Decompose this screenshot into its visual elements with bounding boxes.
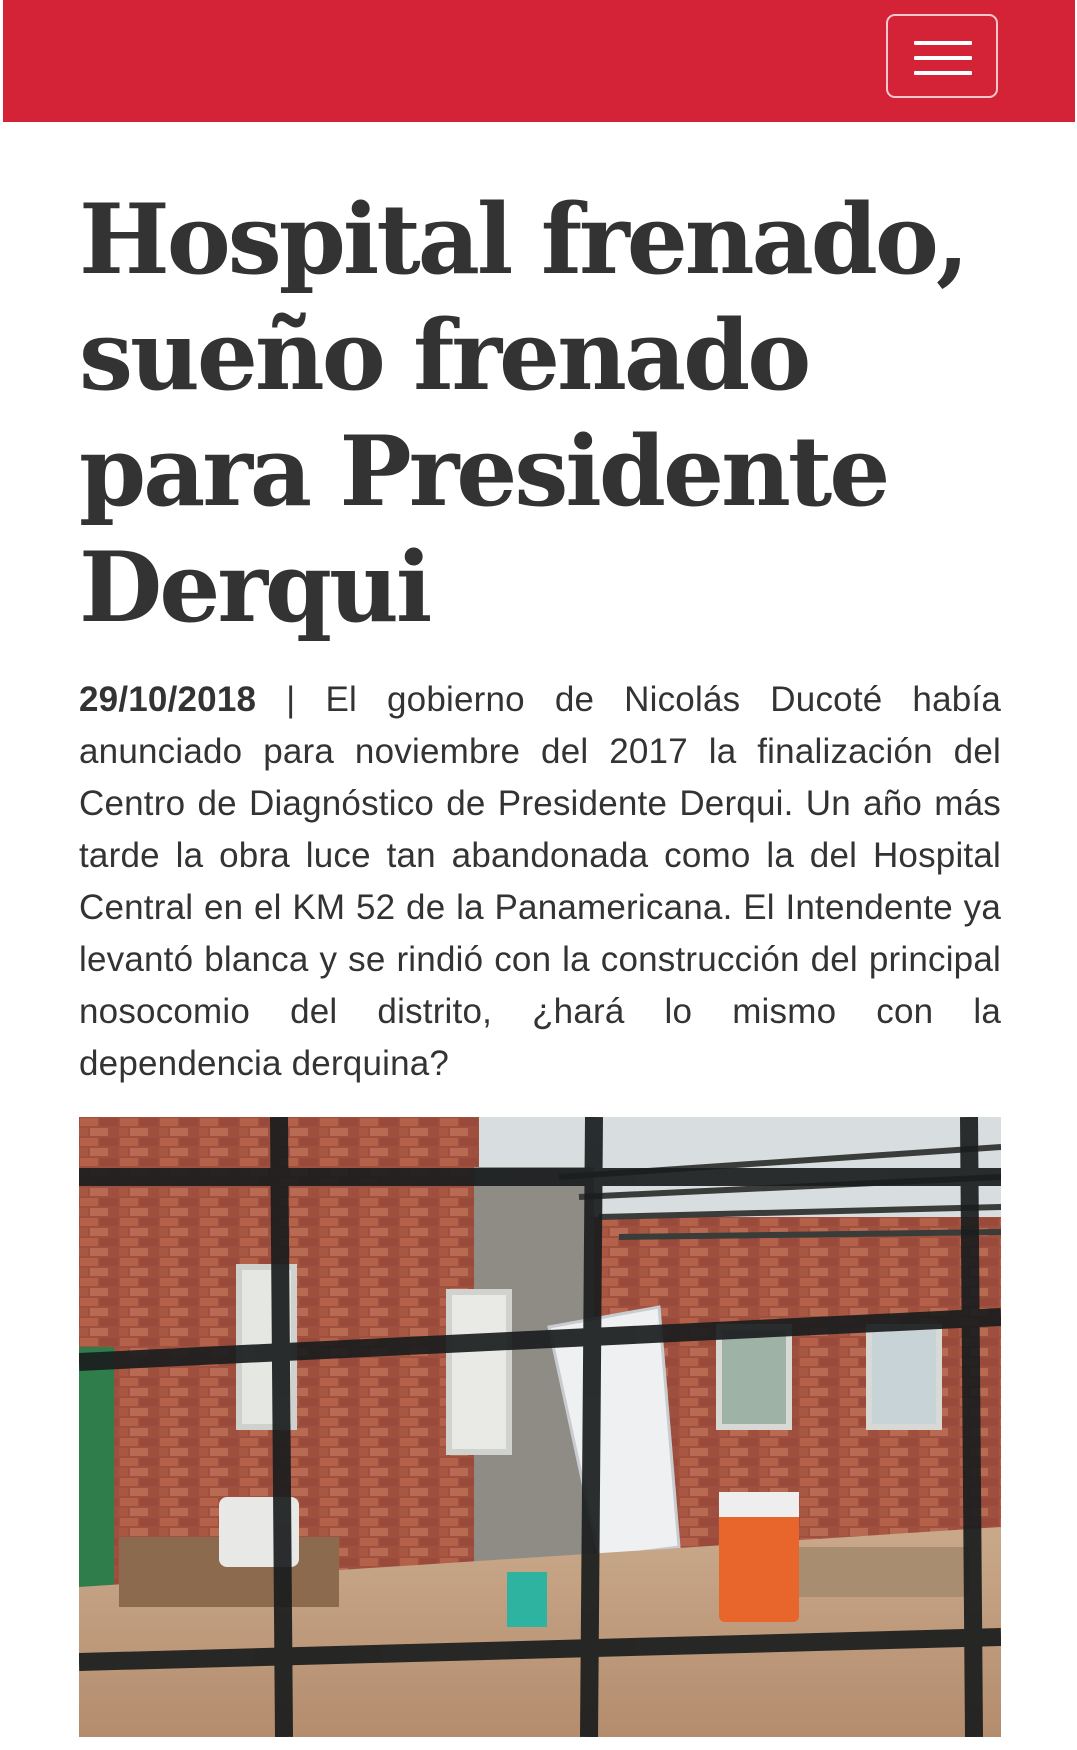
hamburger-menu-icon (914, 41, 972, 75)
top-navbar (3, 0, 1075, 122)
article-title: Hospital frenado, sueño frenado para Presidente Derqui (79, 183, 967, 644)
article-date: 29/10/2018 (79, 680, 257, 719)
menu-toggle-button[interactable] (886, 14, 998, 98)
article-lede (79, 674, 1001, 1090)
article (79, 182, 1001, 1090)
date-separator: | (256, 680, 326, 719)
article-photo (79, 1117, 1001, 1737)
article-summary: El gobierno de Nicolás Ducoté había anunciado para noviembre del 2017 la finalización del Centro de Diagnóstico de Presidente Derqui. Un año más tarde la obra luce tan abandonada como la del Hospital Central en el KM 52 de la Panamericana. El Intendente ya levantó blanca y se rindió con la construcción del principal nosocomio del distrito, ¿hará lo mismo con la dependencia derquina? (79, 680, 1001, 1083)
